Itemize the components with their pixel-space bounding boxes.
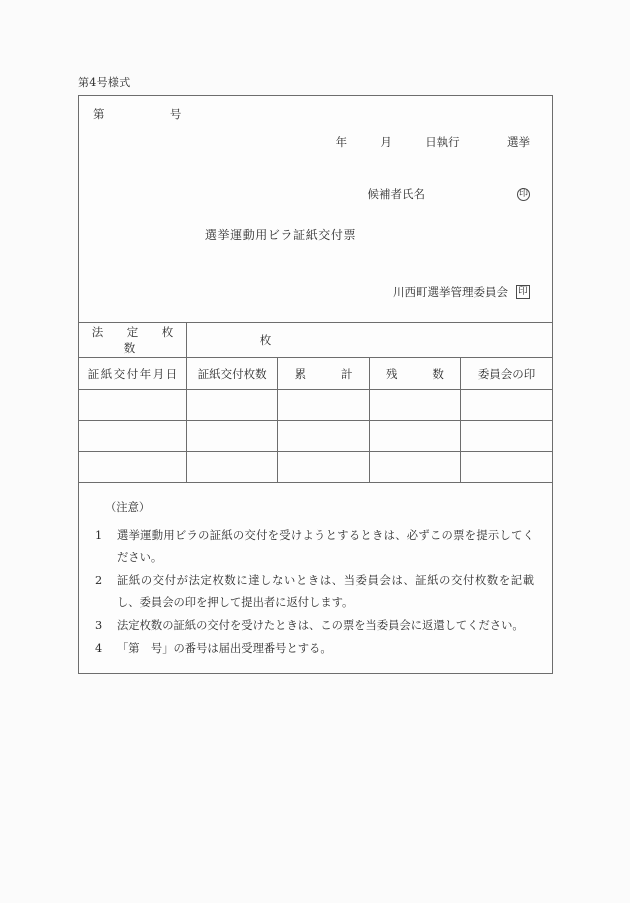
note-number: 3 xyxy=(95,619,103,633)
form-number-caption: 第4号様式 xyxy=(78,76,131,89)
header-block xyxy=(79,96,552,322)
column-header-seal-label: 委員会の印 xyxy=(477,366,536,381)
legal-count-row xyxy=(79,323,552,358)
candidate-name-label: 候補者氏名 xyxy=(367,187,425,201)
issuance-table xyxy=(79,322,552,483)
candidate-seal-icon: 印 xyxy=(518,188,528,199)
document-number-suffix: 号 xyxy=(169,107,182,121)
note-item xyxy=(95,525,534,569)
table-row xyxy=(79,452,552,483)
cell-remaining[interactable] xyxy=(369,421,460,452)
cell-seal[interactable] xyxy=(461,390,552,421)
legal-count-label: 法 定 枚 数 xyxy=(91,325,197,355)
cell-remaining[interactable] xyxy=(369,390,460,421)
cell-total[interactable] xyxy=(278,421,369,452)
column-header-total-label: 累 計 xyxy=(294,366,357,381)
column-header-seal xyxy=(461,358,552,390)
legal-count-label-cell xyxy=(79,323,197,358)
document-number-line xyxy=(93,106,181,122)
table-row xyxy=(79,421,552,452)
committee-line xyxy=(393,284,530,300)
note-text: 証紙の交付が法定枚数に達しないときは、当委員会は、証紙の交付枚数を記載し、委員会の印を押して提出者に返付します。 xyxy=(117,574,534,610)
cell-seal[interactable] xyxy=(461,452,552,483)
note-number: 1 xyxy=(95,529,103,543)
legal-count-value-cell[interactable] xyxy=(187,323,553,358)
election-year-label: 年 xyxy=(335,135,348,149)
election-date-line xyxy=(306,134,530,150)
document-number-prefix: 第 xyxy=(93,107,105,121)
committee-name: 川西町選挙管理委員会 xyxy=(393,285,508,299)
column-header-remaining-label: 残 数 xyxy=(385,366,448,381)
note-item xyxy=(95,570,534,614)
cell-date[interactable] xyxy=(79,390,187,421)
election-word-label: 選挙 xyxy=(507,135,530,149)
candidate-name-line xyxy=(368,186,531,202)
table-row xyxy=(79,390,552,421)
cell-date[interactable] xyxy=(79,452,187,483)
cell-date[interactable] xyxy=(79,421,187,452)
note-number: 4 xyxy=(95,642,103,656)
note-item xyxy=(95,615,534,637)
note-item xyxy=(95,638,534,660)
document-frame xyxy=(78,95,553,674)
column-header-total xyxy=(278,358,369,390)
cell-total[interactable] xyxy=(278,390,369,421)
notes-title: （注意） xyxy=(105,501,151,514)
note-text: 「第 号」の番号は届出受理番号とする。 xyxy=(117,642,332,656)
notes-section xyxy=(79,483,552,660)
committee-seal-icon: 印 xyxy=(516,285,530,299)
column-header-count-label: 証紙交付枚数 xyxy=(197,366,267,381)
election-month-label: 月 xyxy=(380,135,392,149)
column-header-date-label: 証紙交付年月日 xyxy=(87,366,179,381)
cell-total[interactable] xyxy=(278,452,369,483)
cell-seal[interactable] xyxy=(461,421,552,452)
legal-count-unit: 枚 xyxy=(259,333,272,347)
election-day-exec-label: 日執行 xyxy=(425,135,460,149)
column-header-remaining xyxy=(369,358,460,390)
column-header-date xyxy=(79,358,187,390)
column-header-count xyxy=(187,358,278,390)
note-number: 2 xyxy=(95,574,103,588)
note-text: 選挙運動用ビラの証紙の交付を受けようとするときは、必ずこの票を提示してください。 xyxy=(117,529,534,565)
cell-count[interactable] xyxy=(187,390,278,421)
document-title: 選挙運動用ビラ証紙交付票 xyxy=(204,228,357,242)
cell-count[interactable] xyxy=(187,452,278,483)
cell-count[interactable] xyxy=(187,421,278,452)
note-text: 法定枚数の証紙の交付を受けたときは、この票を当委員会に返還してください。 xyxy=(117,619,524,633)
column-header-row xyxy=(79,358,552,390)
cell-remaining[interactable] xyxy=(369,452,460,483)
